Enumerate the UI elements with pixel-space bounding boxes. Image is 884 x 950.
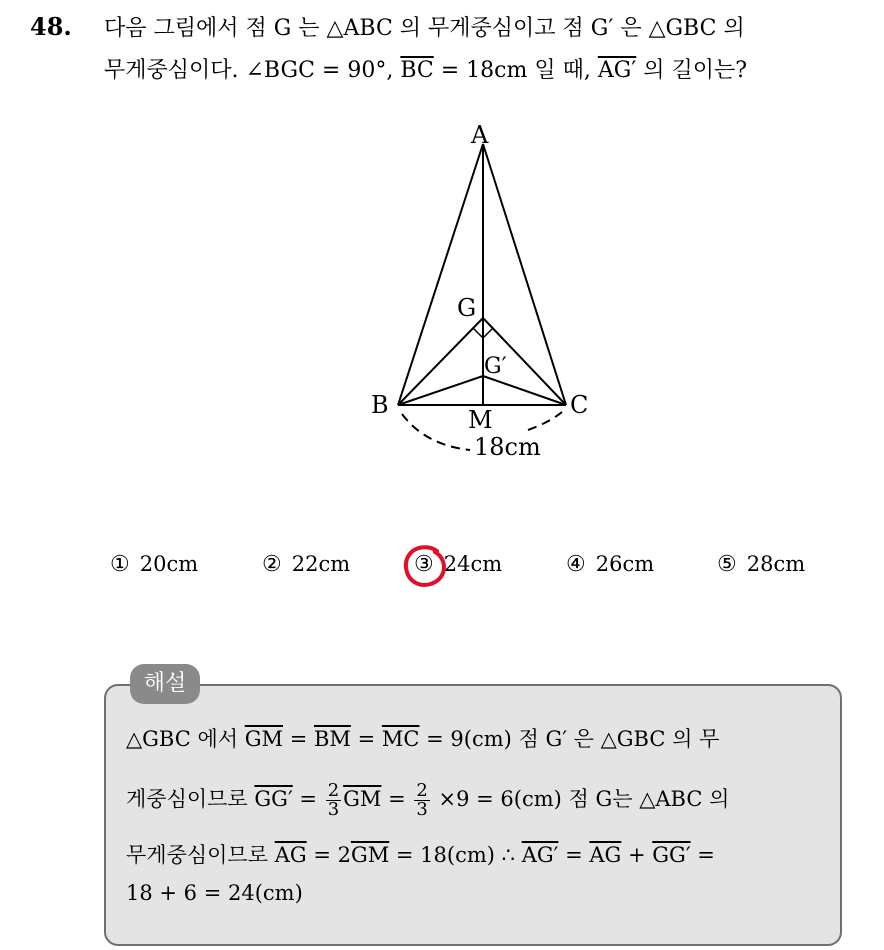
segment-ab xyxy=(398,144,483,405)
solution-line-1: △GBC 에서 $\overline{GM} = \overline{BM} = \overline{MC} = 9(cm)$ 점 G′ 은 △GBC 의 무 xyxy=(126,727,720,751)
label-m: M xyxy=(468,406,493,434)
length-arc-right xyxy=(528,412,562,430)
answer-circle-mark xyxy=(401,542,451,592)
question-number: 48. xyxy=(30,12,72,41)
choice-3[interactable]: ③ 24cm xyxy=(414,552,503,577)
label-b: B xyxy=(371,391,389,419)
answer-choices xyxy=(0,548,884,584)
label-c: C xyxy=(570,391,589,419)
solution-line-4: 18 + 6 = 24(cm) xyxy=(126,881,303,905)
segment-gb xyxy=(398,318,483,405)
choice-2[interactable]: ② 22cm xyxy=(262,552,351,577)
label-length: 18cm xyxy=(474,433,541,461)
label-gp: G′ xyxy=(484,354,507,379)
choice-5[interactable]: ⑤ 28cm xyxy=(717,552,806,577)
question-line-2: 무게중심이다. ∠BGC = 90°, $\overline{BC} = 18cm$ 일 때, AG′ 의 길이는? xyxy=(104,58,748,83)
label-g: G xyxy=(457,294,477,322)
length-arc xyxy=(402,414,470,450)
question-line-1: 다음 그림에서 점 G 는 △ABC 의 무게중심이고 점 G′ 은 △GBC 의 xyxy=(104,16,745,41)
solution-tag: 해설 xyxy=(130,664,200,704)
segment-gpc xyxy=(483,376,566,405)
choice-1[interactable]: ① 20cm xyxy=(110,552,199,577)
solution-line-2: 게중심이므로 GG′ = $\frac{2}{3}$ $\overline{GM}$ = $\frac{2}{3}$ ×9 = 6(cm) 점 G는 △ABC 의 xyxy=(126,780,730,820)
solution-line-3: 무게중심이므로 $\overline{AG} = 2\overline{GM} = 18(cm)$ ∴ $AG' = \overline{AG} + GG'$ = xyxy=(126,843,715,867)
label-a: A xyxy=(471,121,489,149)
choice-4[interactable]: ④ 26cm xyxy=(566,552,655,577)
triangle-figure xyxy=(0,100,884,570)
segment-gpb xyxy=(398,376,483,405)
